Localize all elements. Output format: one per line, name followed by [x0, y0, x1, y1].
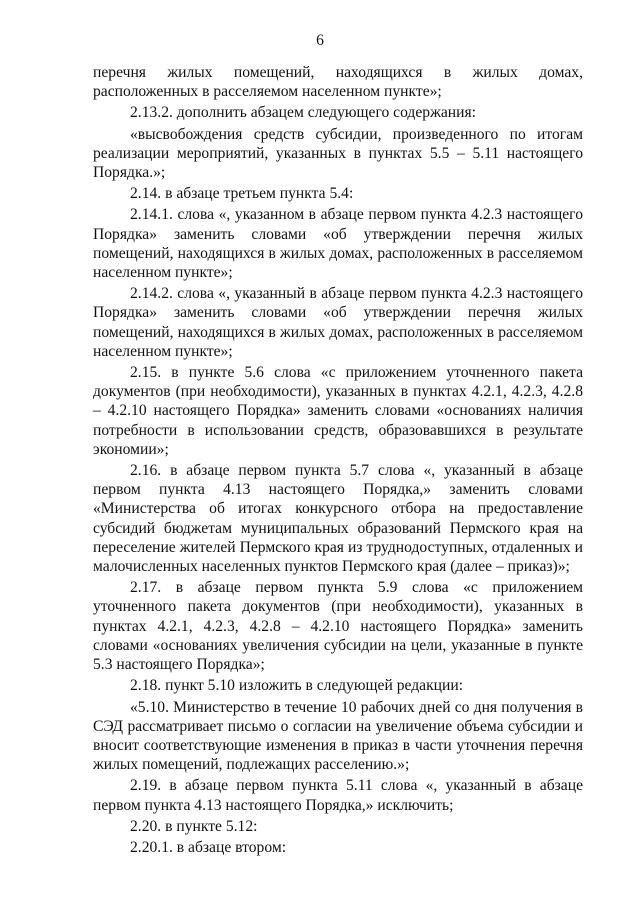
paragraph: 2.15. в пункте 5.6 слова «с приложением уточненного пакета документов (при необходимости), указанных в пунктах 4.2.1, 4.2.3, 4.2.8 – 4.2.10 настоящего Порядка» заменить словами «основаниях наличия потребности в использовании средств, образовавшихся в результате экономии»;	[93, 364, 583, 458]
paragraph: 2.20. в пункте 5.12:	[130, 817, 258, 835]
paragraph: «высвобождения средств субсидии, произведенного по итогам реализации мероприятий, указанных в пунктах 5.5 – 5.11 настоящего Порядка.»;	[93, 125, 583, 182]
paragraph: «5.10. Министерство в течение 10 рабочих дней со дня получения в СЭД рассматривает письмо о согласии на увеличение объема субсидии и вносит соответствующие изменения в приказ в части уточнения перечня жилых помещений, подлежащих расселению.»;	[93, 698, 583, 774]
paragraph: 2.18. пункт 5.10 изложить в следующей редакции:	[130, 677, 464, 695]
paragraph: 2.13.2. дополнить абзацем следующего содержания:	[130, 104, 476, 122]
paragraph: 2.19. в абзаце первом пункта 5.11 слова «, указанный в абзаце первом пункта 4.13 настоящего Порядка,» исключить;	[93, 777, 583, 814]
paragraph: 2.14.2. слова «, указанный в абзаце первом пункта 4.2.3 настоящего Порядка» заменить словами «об утверждении перечня жилых помещений, находящихся в жилых домах, расположенных в расселяемом населенном пункте»;	[93, 285, 583, 360]
page-number: 6	[316, 32, 324, 49]
paragraph: 2.16. в абзаце первом пункта 5.7 слова «, указанный в абзаце первом пункта 4.13 настоящего Порядка,» заменить словами «Министерства об итогах конкурсного отбора на предоставление субсидий бюджетам муниципальных образований Пермского края на переселение жителей Пермского края из труднодоступных, отдаленных и малочисленных населенных пунктов Пермского края (далее – приказ)»;	[93, 462, 583, 576]
paragraph: 2.14.1. слова «, указанном в абзаце первом пункта 4.2.3 настоящего Порядка» заменить словами «об утверждении перечня жилых помещений, находящихся в жилых домах, расположенных в расселяемом населенном пункте»;	[93, 206, 583, 282]
paragraph: 2.17. в абзаце первом пункта 5.9 слова «с приложением уточненного пакета документов (при необходимости), указанных в пунктах 4.2.1, 4.2.3, 4.2.8 – 4.2.10 настоящего Порядка» заменить словами «основаниях увеличения субсидии на цели, указанные в пункте 5.3 настоящего Порядка»;	[93, 579, 583, 674]
document-body	[93, 63, 583, 859]
paragraph: 2.20.1. в абзаце втором:	[130, 838, 287, 856]
paragraph: перечня жилых помещений, находящихся в жилых домах, расположенных в расселяемом населенном пункте»;	[93, 64, 583, 101]
paragraph: 2.14. в абзаце третьем пункта 5.4:	[130, 185, 354, 203]
